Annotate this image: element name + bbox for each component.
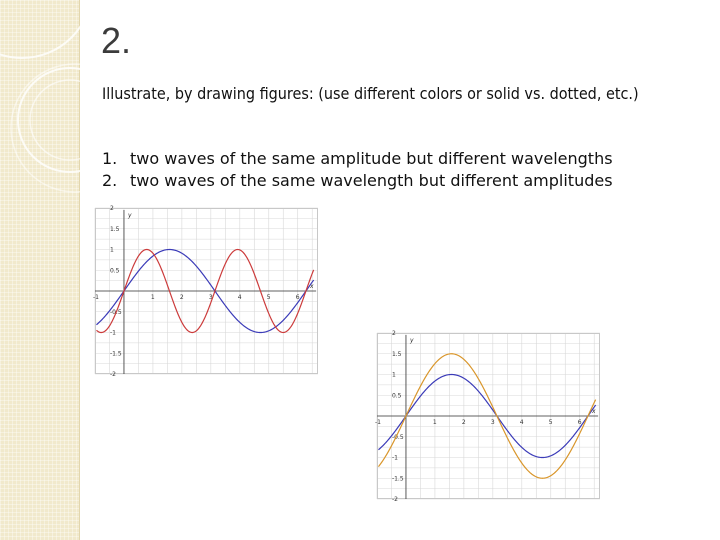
x-tick-label: 2 bbox=[179, 294, 184, 301]
y-tick-label: -1.5 bbox=[391, 475, 404, 483]
x-axis-label: x bbox=[310, 283, 314, 290]
y-tick-label: -2 bbox=[391, 496, 398, 503]
decorative-circles bbox=[0, 0, 80, 540]
y-tick-label: 1.5 bbox=[391, 350, 402, 358]
list-item-text: two waves of the same amplitude but different wavelengths bbox=[130, 149, 613, 168]
decorative-sidebar bbox=[0, 0, 80, 540]
y-tick-label: -1 bbox=[391, 454, 398, 462]
y-tick-label: 2 bbox=[391, 330, 396, 337]
x-tick-label: 2 bbox=[461, 419, 466, 426]
y-tick-label: 0.5 bbox=[109, 267, 120, 275]
x-tick-label: 5 bbox=[548, 419, 553, 426]
y-tick-label: 0.5 bbox=[391, 392, 402, 400]
x-tick-label: 1 bbox=[150, 294, 155, 301]
y-tick-label: -1 bbox=[109, 329, 116, 337]
amplitude-plot bbox=[375, 330, 600, 503]
x-tick-label: 3 bbox=[490, 419, 495, 426]
y-axis-label: y bbox=[409, 337, 414, 344]
y-tick-label: -1.5 bbox=[109, 350, 122, 358]
list-number: 2. bbox=[102, 171, 118, 190]
y-tick-label: -0.5 bbox=[109, 308, 122, 316]
amplitude-plot-svg bbox=[375, 330, 600, 503]
x-tick-label: 3 bbox=[208, 294, 213, 301]
task-list bbox=[102, 148, 692, 192]
prompt-text: Illustrate, by drawing figures: (use different colors or solid vs. dotted, etc.) bbox=[102, 84, 639, 103]
y-tick-label: 1.5 bbox=[109, 225, 120, 233]
x-tick-label: 1 bbox=[432, 419, 437, 426]
x-tick-label: 5 bbox=[266, 294, 271, 301]
y-tick-label: 2 bbox=[109, 205, 114, 212]
x-tick-label: 6 bbox=[295, 294, 300, 301]
slide-number: 2. bbox=[101, 20, 132, 61]
x-tick-label: -1 bbox=[375, 419, 381, 426]
y-tick-label: -2 bbox=[109, 371, 116, 378]
x-axis-label: x bbox=[592, 408, 596, 415]
y-axis-label: y bbox=[127, 212, 132, 219]
list-item bbox=[102, 148, 692, 170]
wavelength-plot-svg bbox=[93, 205, 318, 378]
x-tick-label: -1 bbox=[93, 294, 99, 301]
y-tick-label: -0.5 bbox=[391, 433, 404, 441]
list-item-text: two waves of the same wavelength but different amplitudes bbox=[130, 171, 613, 190]
list-item bbox=[102, 170, 692, 192]
x-tick-label: 4 bbox=[519, 419, 524, 426]
x-tick-label: 6 bbox=[577, 419, 582, 426]
x-tick-label: 4 bbox=[237, 294, 242, 301]
wavelength-plot bbox=[93, 205, 318, 378]
y-tick-label: 1 bbox=[109, 246, 114, 254]
list-number: 1. bbox=[102, 149, 118, 168]
y-tick-label: 1 bbox=[391, 371, 396, 379]
